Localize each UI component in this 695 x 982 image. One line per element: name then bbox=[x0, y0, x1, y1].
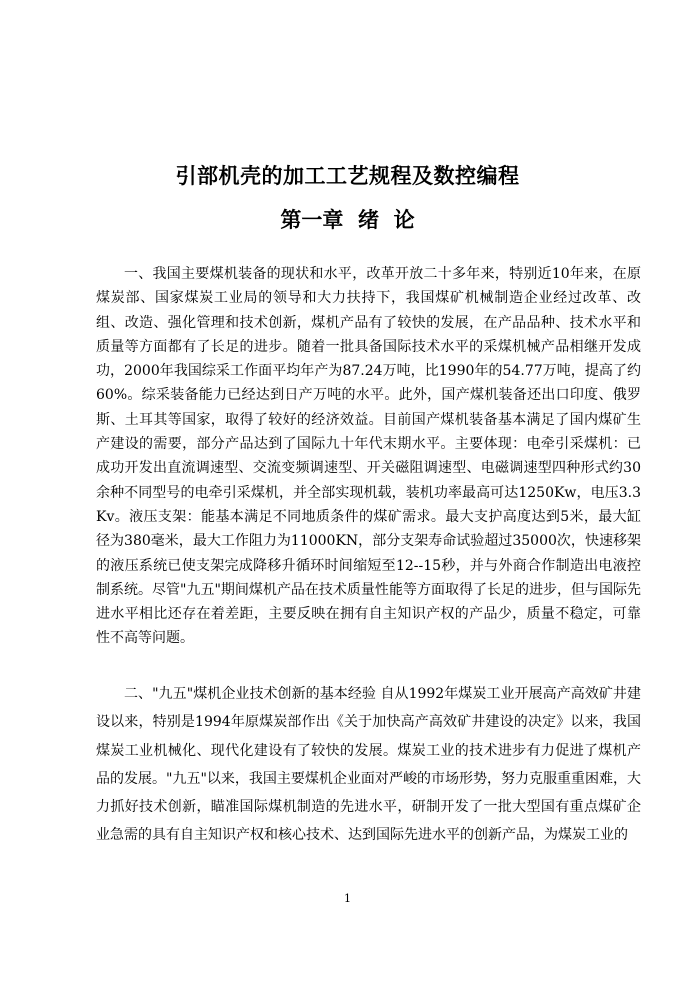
body-paragraph-1: 一、我国主要煤机装备的现状和水平，改革开放二十多年来，特别近10年来，在原煤炭部、国家煤炭工业局的领导和大力扶持下，我国煤矿机械制造企业经过改革、改组、改造、强化管理和技术创新，煤机产品有了较快的发展，在产品品种、技术水平和质量等方面都有了长足的进步。随着一批具备国际技术水平的采煤机械产品相继开发成功，2000年我国综采工作面平均年产为87.24万吨，比1990年的54.77万吨，提高了约60%。综采装备能力已经达到日产万吨的水平。此外，国产煤机装备还出口印度、俄罗斯、土耳其等国家，取得了较好的经济效益。目前国产煤机装备基本满足了国内煤矿生产建设的需要，部分产品达到了国际九十年代末期水平。主要体现：电牵引采煤机：已成功开发出直流调速型、交流变频调速型、开关磁阻调速型、电磁调速型四种形式约30余种不同型号的电牵引采煤机，并全部实现机载，装机功率最高可达1250Kw，电压3.3Kv。液压支架：能基本满足不同地质条件的煤矿需求。最大支护高度达到5米，最大缸径为380毫米，最大工作阻力为11000KN，部分支架寿命试验超过35000次，快速移架的液压系统已使支架完成降移升循环时间缩短至12--15秒，并与外商合作制造出电液控制系统。尽管"九五"期间煤机产品在技术质量性能等方面取得了长足的进步，但与国际先进水平相比还存在着差距，主要反映在拥有自主知识产权的产品少，质量不稳定，可靠性不高等问题。 bbox=[96, 266, 641, 647]
chapter-heading: 第一章 绪 论 bbox=[280, 208, 415, 232]
page-number: 1 bbox=[344, 892, 351, 905]
document-title: 引部机壳的加工工艺规程及数控编程 bbox=[175, 164, 520, 188]
body-paragraph-2: 二、"九五"煤机企业技术创新的基本经验 自从1992年煤炭工业开展高产高效矿井建设以来，特别是1994年原煤炭部作出《关于加快高产高效矿井建设的决定》以来，我国煤炭工业机械化、现代化建设有了较快的发展。煤炭工业的技术进步有力促进了煤机产品的发展。"九五"以来，我国主要煤机企业面对严峻的市场形势，努力克服重重困难，大力抓好技术创新，瞄准国际煤机制造的先进水平，研制开发了一批大型国有重点煤矿企业急需的具有自主知识产权和核心技术、达到国际先进水平的创新产品，为煤炭工业的 bbox=[96, 686, 641, 844]
